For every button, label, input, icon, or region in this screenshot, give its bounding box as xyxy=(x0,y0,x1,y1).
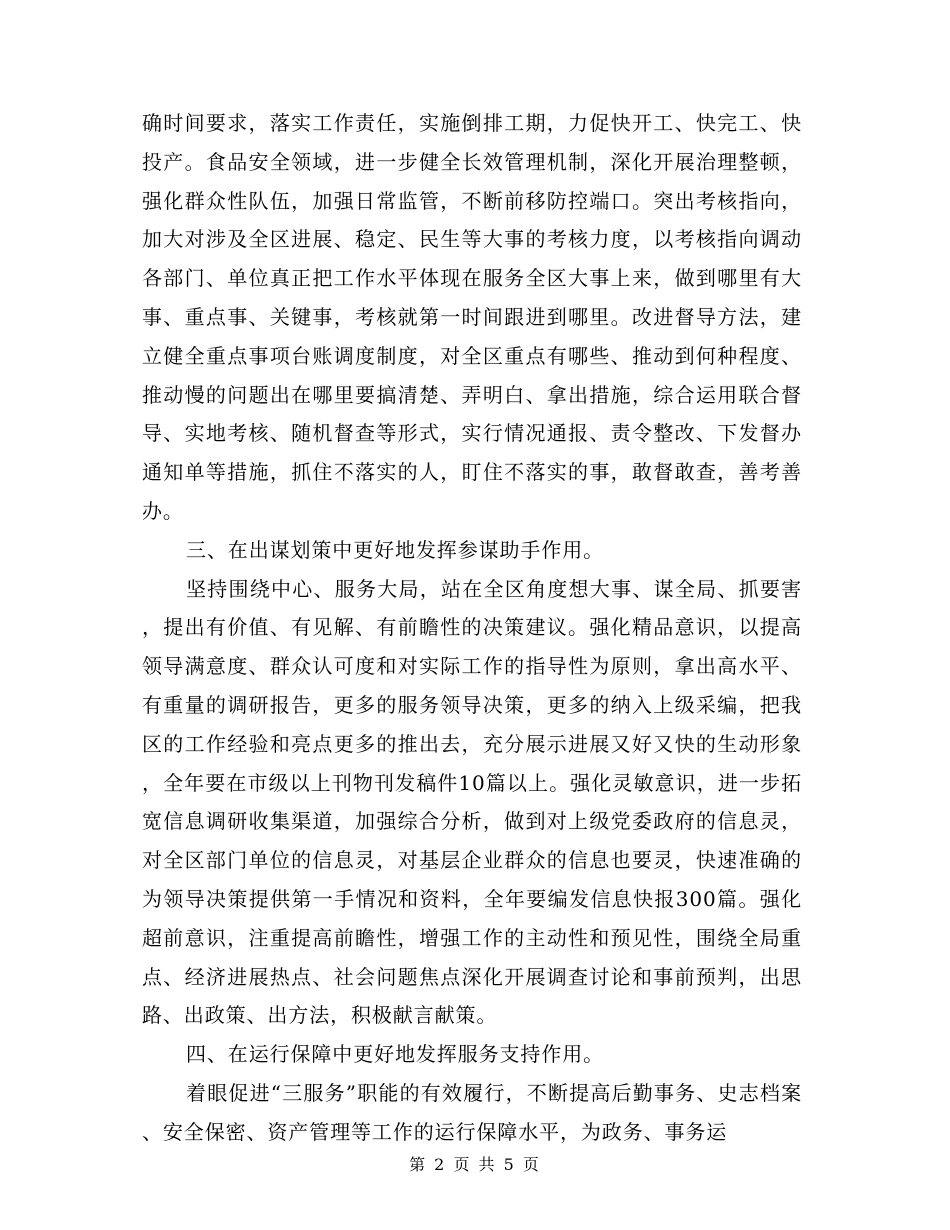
section-heading-four: 四、在运行保障中更好地发挥服务支持作用。 xyxy=(186,1042,604,1067)
page-number-footer: 第 2 页 共 5 页 xyxy=(409,1155,541,1174)
body-paragraph-section-four: 着眼促进“三服务”职能的有效履行，不断提高后勤事务、史志档案、安全保密、资产管理等工作的运行保障水平，为政务、事务运 xyxy=(142,1080,802,1144)
section-heading-three: 三、在出谋划策中更好地发挥参谋助手作用。 xyxy=(186,537,604,562)
body-paragraph-section-three: 坚持围绕中心、服务大局，站在全区角度想大事、谋全局、抓要害，提出有价值、有见解、有前瞻性的决策建议。强化精品意识，以提高领导满意度、群众认可度和对实际工作的指导性为原则，拿出高水平、有重量的调研报告，更多的服务领导决策，更多的纳入上级采编，把我区的工作经验和亮点更多的推出去，充分展示进展又好又快的生动形象，全年要在市级以上刊物刊发稿件10篇以上。强化灵敏意识，进一步拓宽信息调研收集渠道，加强综合分析，做到对上级党委政府的信息灵，对全区部门单位的信息灵，对基层企业群众的信息也要灵，快速准确的为领导决策提供第一手情况和资料，全年要编发信息快报300篇。强化超前意识，注重提高前瞻性，增强工作的主动性和预见性，围绕全局重点、经济进展热点、社会问题焦点深化开展调查讨论和事前预判，出思路、出政策、出方法，积极献言献策。 xyxy=(142,576,802,1028)
body-paragraph-continued: 确时间要求，落实工作责任，实施倒排工期，力促快开工、快完工、快投产。食品安全领域，进一步健全长效管理机制，深化开展治理整顿，强化群众性队伍，加强日常监管，不断前移防控端口。突出考核指向，加大对涉及全区进展、稳定、民生等大事的考核力度，以考核指向调动各部门、单位真正把工作水平体现在服务全区大事上来，做到哪里有大事、重点事、关键事，考核就第一时间跟进到哪里。改进督导方法，建立健全重点事项台账调度制度，对全区重点有哪些、推动到何种程度、推动慢的问题出在哪里要搞清楚、弄明白、拿出措施，综合运用联合督导、实地考核、随机督查等形式，实行情况通报、责令整改、下发督办通知单等措施，抓住不落实的人，盯住不落实的事，敢督敢查，善考善办。 xyxy=(142,111,802,523)
document-body xyxy=(142,104,802,1152)
